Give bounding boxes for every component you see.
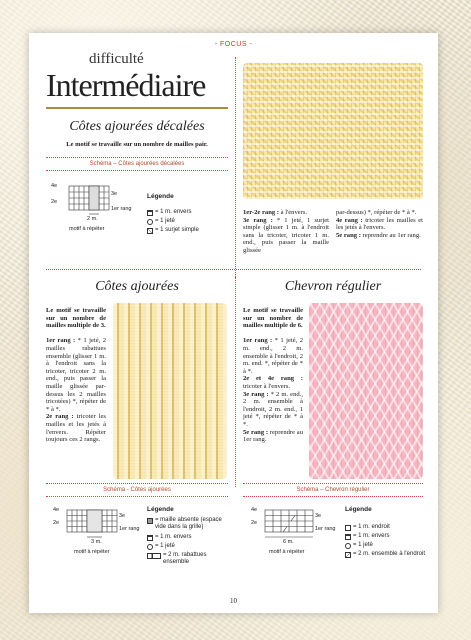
repeat-count: 6 m. — [283, 539, 294, 545]
repeat-label: motif à répéter — [269, 549, 305, 555]
schema-chart-ajourees — [49, 505, 144, 565]
schema-chart-chevron — [247, 505, 342, 565]
divider — [243, 496, 423, 497]
repeat-count: 2 m. — [87, 216, 98, 222]
legend-title: Légende — [147, 506, 174, 513]
legend-item: = 1 jeté — [345, 542, 373, 549]
row-label: 1er rang — [111, 206, 132, 212]
row-label: 3e — [119, 513, 126, 519]
divider — [46, 157, 228, 158]
difficulty-level: Intermédiaire — [46, 67, 206, 103]
difficulty-prefix: difficulté — [89, 51, 144, 67]
row-label: 2e — [53, 520, 60, 526]
legend-title: Légende — [345, 506, 372, 513]
repeat-count: 3 m. — [91, 539, 102, 545]
knit-sample-photo-chevron — [309, 303, 423, 479]
divider — [46, 269, 421, 270]
magazine-page — [29, 33, 438, 613]
row-label: 4e — [51, 183, 58, 189]
legend-item: = 1 m. envers — [345, 533, 390, 540]
instructions-chevron: Le motif se travaille sur un nombre de mailles multiple de 6. 1er rang : * 1 jeté, 2 m. end., 2 m. ensemble à l'endroit, 2 m. end. *, répéter de * à *. 2e et 4e rang : tricoter à l'envers. 3e rang : * 2 m. end., 2 m. ensemble à l'endroit, 2 m. end., 1 jeté *, répéter de * à *. 5e rang : reprendre au 1er rang. — [243, 307, 303, 444]
instructions-decalees-col2: par-dessus) *, répéter de * à *. 4e rang : tricoter les mailles et les jetés à l'envers. 5e rang : reprendre au 1er rang. — [336, 209, 423, 239]
page-number: 10 — [230, 597, 237, 605]
divider — [46, 483, 228, 484]
instructions-decalees-col1: 1er-2e rang : à l'envers. 3e rang : * 1 jeté, 1 surjet simple (glisser 1 m. à l'endroit sans la tricoter, tricoter 1 m. end., puis passer la maille glissée — [243, 209, 330, 254]
divider — [46, 496, 228, 497]
row-label: 2e — [251, 520, 258, 526]
knit-sample-photo-ajourees — [113, 303, 227, 479]
yarn-over-icon — [345, 543, 351, 549]
legend-item: = 1 m. envers — [147, 209, 192, 216]
legend-item: = 1 m. endroit — [345, 524, 390, 531]
row-label: 4e — [53, 507, 60, 513]
yarn-over-icon — [147, 219, 153, 225]
row-label: 3e — [315, 513, 322, 519]
section-title-cotes-decalees: Côtes ajourées décalées — [69, 119, 205, 134]
legend-item: = 1 jeté — [147, 543, 175, 550]
purl-symbol-icon — [147, 210, 153, 216]
row-label: 2e — [51, 199, 58, 205]
knitting-chart-svg — [49, 505, 144, 565]
row-label: 1er rang — [119, 526, 140, 532]
legend-item: = 1 m. envers — [147, 534, 192, 541]
row-label: 1er rang — [315, 526, 336, 532]
legend-item: = 2 m. rabattues ensemble — [147, 552, 231, 566]
repeat-label: motif à répéter — [74, 549, 110, 555]
section-title-cotes-ajourees: Côtes ajourées — [95, 279, 179, 294]
divider — [235, 57, 236, 287]
instructions-cotes-ajourees: Le motif se travaille sur un nombre de mailles multiple de 3. 1er rang : * 1 jeté, 2 mailles rabattues ensemble (glisser 1 m. à l'endroit sans la tricoter, tricoter 2 m. end., puis passer la maille glissée par-dessus les 2 mailles tricotées) *, répéter de * à *. 2e rang : tricoter les mailles et les jetés à l'envers. Répéter toujours ces 2 rangs. — [46, 307, 106, 444]
knit-symbol-icon — [345, 525, 351, 531]
legend-item: = 1 surjet simple — [147, 227, 199, 234]
legend-item: = maille absente (espace vide dans la grille) — [147, 517, 231, 531]
section-title-chevron: Chevron régulier — [284, 279, 382, 294]
yarn-over-icon — [147, 544, 153, 550]
knit-sample-photo-decalees — [243, 63, 423, 199]
legend-item: = 1 jeté — [147, 218, 175, 225]
repeat-label: motif à répéter — [69, 226, 105, 232]
schema-title-chevron: Schéma – Chevron régulier — [296, 487, 370, 493]
legend-title: Légende — [147, 193, 174, 200]
slip-decrease-icon — [147, 228, 153, 234]
schema-title-ajourees: Schéma - Côtes ajourées — [103, 487, 171, 493]
divider — [235, 277, 236, 487]
section-header: - FOCUS - — [214, 41, 253, 48]
legend-item: = 2 m. ensemble à l'endroit — [345, 551, 425, 558]
purl-symbol-icon — [147, 535, 153, 541]
schema-title-decalees: Schéma – Côtes ajourées décalées — [89, 161, 185, 167]
missing-stitch-icon — [147, 518, 153, 524]
title-underline — [46, 107, 228, 109]
divider — [243, 483, 423, 484]
motif-note-decalees: Le motif se travaille sur un nombre de mailles pair. — [66, 141, 208, 148]
purl-symbol-icon — [345, 534, 351, 540]
knit-two-together-icon — [345, 552, 351, 558]
row-label: 3e — [111, 191, 118, 197]
row-label: 4e — [251, 507, 258, 513]
divider — [46, 170, 228, 171]
knitting-chart-svg — [247, 505, 342, 565]
bind-together-icon — [147, 553, 161, 559]
